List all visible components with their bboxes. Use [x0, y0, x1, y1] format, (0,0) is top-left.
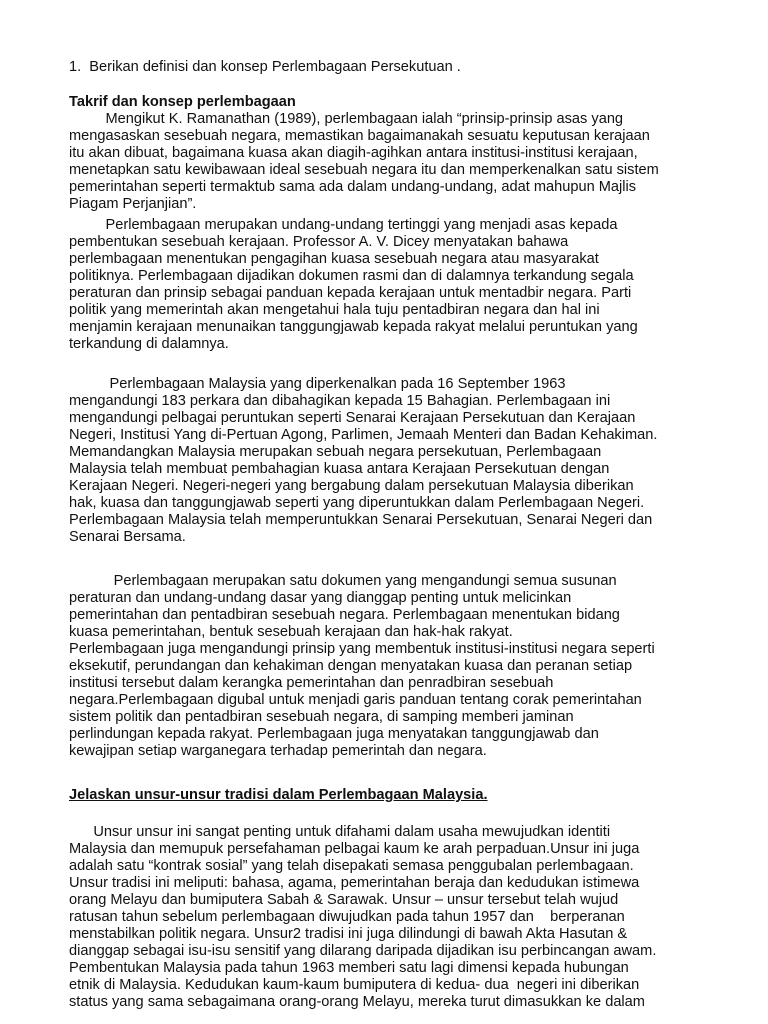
- paragraph-line: Perlembagaan Malaysia telah memperuntukkan Senarai Persekutuan, Senarai Negeri dan: [69, 512, 653, 528]
- paragraph-line: kuasa pemerintahan, bentuk sesebuah kerajaan dan hak-hak rakyat.: [69, 624, 513, 640]
- question-line: [69, 59, 461, 76]
- paragraph-line: menetapkan satu kewibawaan ideal sesebuah negara itu dan memperkenalkan satu sistem: [69, 162, 659, 178]
- paragraph-line: politik yang memerintah akan mengetahui hala tuju pentadbiran negara dan hal ini: [69, 302, 600, 318]
- section-heading-unsur-tradisi: Jelaskan unsur-unsur tradisi dalam Perlembagaan Malaysia.: [69, 787, 488, 803]
- section-heading-takrif: Takrif dan konsep perlembagaan: [69, 94, 296, 110]
- paragraph-line: menjamin kerajaan menunaikan tanggungjawab kepada rakyat melalui peruntukan yang: [69, 319, 638, 335]
- paragraph-line: mengandungi pelbagai peruntukan seperti Senarai Kerajaan Persekutuan dan Kerajaan: [69, 410, 636, 426]
- paragraph-line: perlindungan kepada rakyat. Perlembagaan juga menyatakan tanggungjawab dan: [69, 726, 599, 742]
- paragraph-line: etnik di Malaysia. Kedudukan kaum-kaum bumiputera di kedua- dua negeri ini diberikan: [69, 977, 640, 993]
- question-number: 1.: [69, 59, 82, 75]
- paragraph-line: Piagam Perjanjian”.: [69, 196, 197, 212]
- paragraph-line: Kerajaan Negeri. Negeri-negeri yang bergabung dalam persekutuan Malaysia diberikan: [69, 478, 634, 494]
- paragraph-line: Perlembagaan juga mengandungi prinsip yang membentuk institusi-institusi negara seperti: [69, 641, 655, 657]
- paragraph-line: status yang sama sebagaimana orang-orang Melayu, mereka turut dimasukkan ke dalam: [69, 994, 645, 1010]
- paragraph-line: Perlembagaan merupakan satu dokumen yang mengandungi semua susunan: [69, 573, 617, 589]
- paragraph-line: terkandung di dalamnya.: [69, 336, 229, 352]
- paragraph-line: sistem politik dan pentadbiran sesebuah negara, di samping memberi jaminan: [69, 709, 574, 725]
- paragraph-line: Negeri, Institusi Yang di-Pertuan Agong, Parlimen, Jemaah Menteri dan Badan Kehakiman.: [69, 427, 658, 443]
- paragraph-line: Senarai Bersama.: [69, 529, 186, 545]
- paragraph-line: mengasaskan sesebuah negara, memastikan bagaimanakah sesuatu keputusan kerajaan: [69, 128, 650, 144]
- paragraph-line: eksekutif, perundangan dan kehakiman dengan menyatakan kuasa dan peranan setiap: [69, 658, 633, 674]
- paragraph-line: hak, kuasa dan tanggungjawab seperti yang diperuntukkan dalam Perlembagaan Negeri.: [69, 495, 645, 511]
- paragraph-line: perlembagaan menentukan pengagihan kuasa sesebuah negara atau masyarakat: [69, 251, 599, 267]
- paragraph-line: politiknya. Perlembagaan dijadikan dokumen rasmi dan di dalamnya terkandung segala: [69, 268, 634, 284]
- paragraph-line: pemerintahan dan pentadbiran sesebuah negara. Perlembagaan menentukan bidang: [69, 607, 620, 623]
- paragraph-line: kewajipan setiap warganegara terhadap pemerintah dan negara.: [69, 743, 487, 759]
- paragraph-line: mengandungi 183 perkara dan dibahagikan kepada 15 Bahagian. Perlembagaan ini: [69, 393, 611, 409]
- paragraph-line: dianggap sebagai isu-isu sensitif yang dilarang daripada dijadikan isu perbincangan awam.: [69, 943, 657, 959]
- paragraph-line: ratusan tahun sebelum perlembagaan diwujudkan pada tahun 1957 dan berperanan: [69, 909, 625, 925]
- paragraph-line: peraturan dan prinsip sebagai panduan kepada kerajaan untuk mentadbir negara. Parti: [69, 285, 632, 301]
- question-text: Berikan definisi dan konsep Perlembagaan Persekutuan .: [89, 59, 461, 75]
- paragraph-line: menstabilkan politik negara. Unsur2 tradisi ini juga dilindungi di bawah Akta Hasutan &: [69, 926, 628, 942]
- paragraph-line: Mengikut K. Ramanathan (1989), perlembagaan ialah “prinsip-prinsip asas yang: [69, 111, 624, 127]
- paragraph-line: itu akan dibuat, bagaimana kuasa akan diagih-agihkan antara institusi-institusi kerajaan,: [69, 145, 638, 161]
- paragraph-line: Pembentukan Malaysia pada tahun 1963 memberi satu lagi dimensi kepada hubungan: [69, 960, 629, 976]
- paragraph-line: Malaysia telah membuat pembahagian kuasa antara Kerajaan Persekutuan dengan: [69, 461, 610, 477]
- paragraph-line: pembentukan sesebuah kerajaan. Professor A. V. Dicey menyatakan bahawa: [69, 234, 569, 250]
- paragraph-line: peraturan dan undang-undang dasar yang dianggap penting untuk melicinkan: [69, 590, 572, 606]
- paragraph-line: Malaysia dan memupuk persefahaman pelbagai kaum ke arah perpaduan.Unsur ini juga: [69, 841, 640, 857]
- paragraph-line: Memandangkan Malaysia merupakan sebuah negara persekutuan, Perlembagaan: [69, 444, 602, 460]
- paragraph-line: pemerintahan seperti termaktub sama ada dalam undang-undang, adat mahupun Majlis: [69, 179, 637, 195]
- paragraph-line: Unsur tradisi ini meliputi: bahasa, agama, pemerintahan beraja dan kedudukan istimewa: [69, 875, 640, 891]
- paragraph-line: Perlembagaan merupakan undang-undang tertinggi yang menjadi asas kepada: [69, 217, 618, 233]
- paragraph-line: institusi tersebut dalam kerangka pemerintahan dan penradbiran sesebuah: [69, 675, 554, 691]
- paragraph-line: orang Melayu dan bumiputera Sabah & Sarawak. Unsur – unsur tersebut telah wujud: [69, 892, 619, 908]
- paragraph-line: negara.Perlembagaan digubal untuk menjadi garis panduan tentang corak pemerintahan: [69, 692, 642, 708]
- paragraph-line: Unsur unsur ini sangat penting untuk difahami dalam usaha mewujudkan identiti: [69, 824, 611, 840]
- paragraph-line: Perlembagaan Malaysia yang diperkenalkan pada 16 September 1963: [69, 376, 566, 392]
- paragraph-line: adalah satu “kontrak sosial” yang telah disepakati semasa penggubalan perlembagaan.: [69, 858, 634, 874]
